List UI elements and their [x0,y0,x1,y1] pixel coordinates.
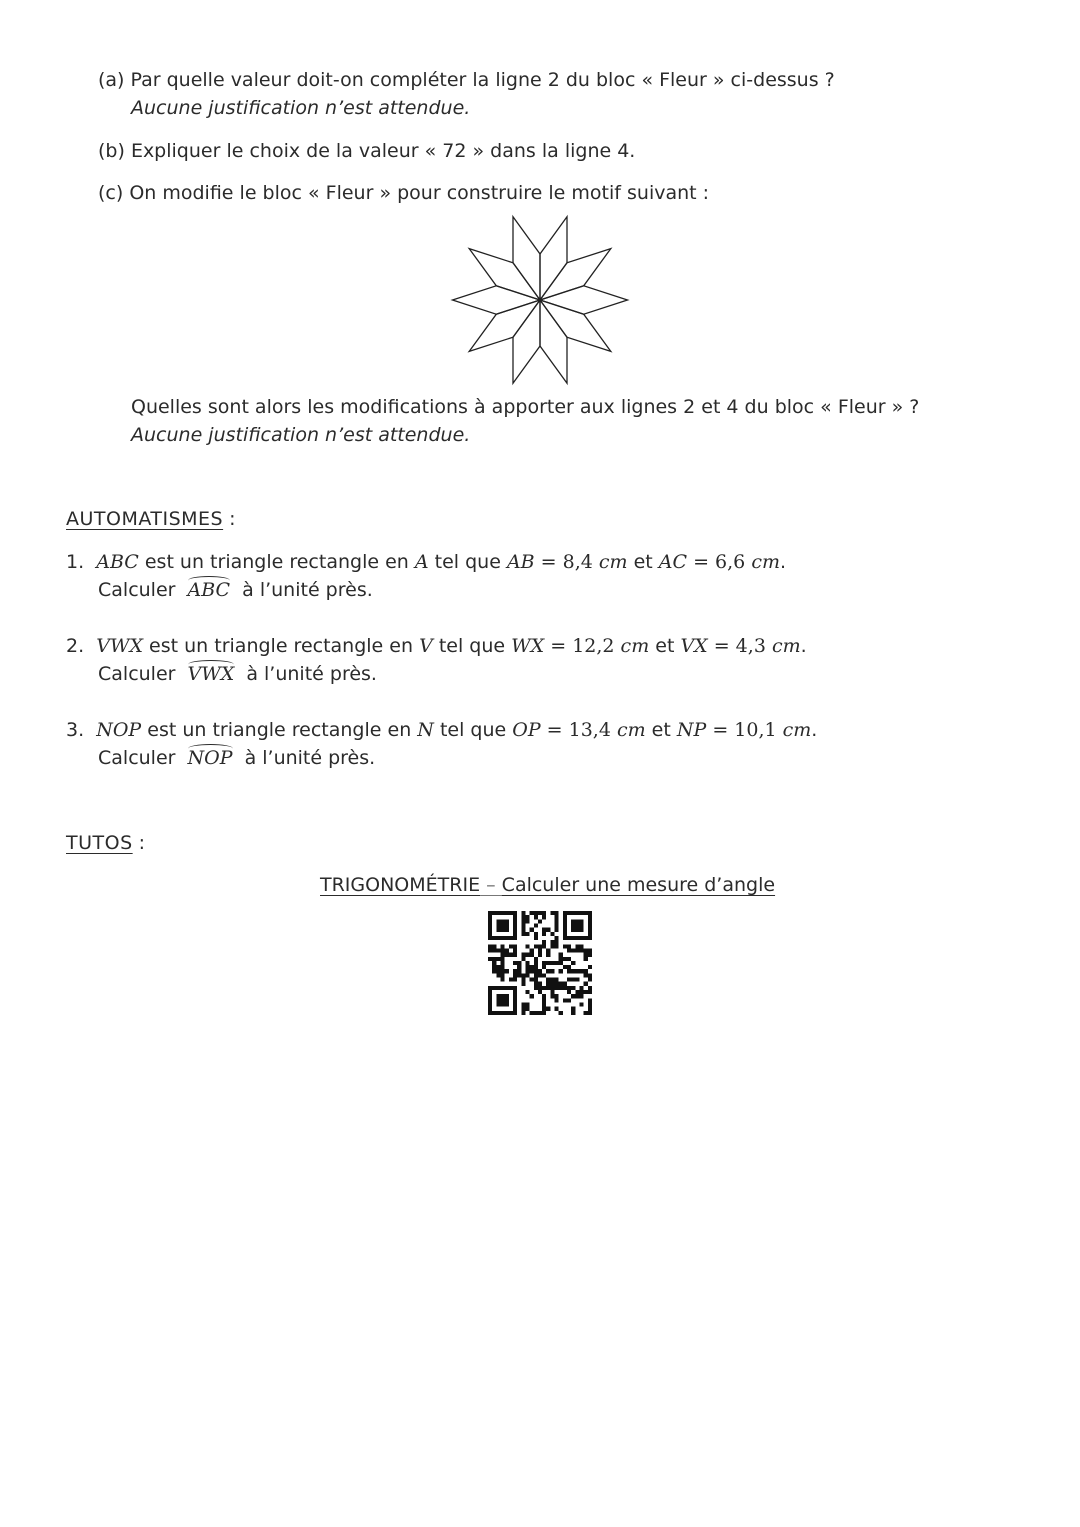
right-angle-vertex: A [414,551,429,573]
question-a-note: Aucune justification n’est attendue. [131,97,471,119]
unit: cm [616,719,646,741]
right-angle-vertex: V [419,635,433,657]
tutos-title: TUTOS [66,832,133,854]
flower-figure [450,210,630,390]
triangle-name: NOP [96,719,142,741]
flower-petal [540,300,611,351]
side-2: AC [658,551,688,573]
side-1-value: = 12,2 [544,635,621,657]
qr-code[interactable] [488,911,592,1015]
side-2: VX [680,635,708,657]
exercise-number: 3. [66,719,85,741]
flower-center [538,298,543,303]
tutos-colon: : [132,832,146,854]
exercise-text: tel que [433,719,513,741]
period: . [800,635,807,657]
period: . [811,719,818,741]
exercise-number: 2. [66,635,85,657]
question-c-text: On modifie le bloc « Fleur » pour construire le motif suivant : [129,182,710,204]
tutorial-link-title[interactable]: Calculer une mesure d’angle [501,874,776,896]
unit: cm [771,635,801,657]
question-c-prompt: Quelles sont alors les modifications à apporter aux lignes 2 et 4 du bloc « Fleur » ? [131,396,920,418]
question-b-label: (b) [98,140,125,162]
tutos-heading [66,832,145,854]
exercise-text: est un triangle rectangle en [141,719,418,741]
flower-petal [469,300,540,351]
question-c [98,182,709,204]
exercise-text: est un triangle rectangle en [138,551,415,573]
exercise-number: 1. [66,551,85,573]
task-verb: Calculer [98,579,176,601]
task-precision: à l’unité près. [242,579,373,601]
flower-petal [540,217,567,300]
tutorial-link-topic[interactable]: TRIGONOMÉTRIE [320,874,481,896]
question-b-text: Expliquer le choix de la valeur « 72 » dans la ligne 4. [130,140,636,162]
exercise-3-task [98,747,375,769]
task-verb: Calculer [98,747,176,769]
side-1-value: = 13,4 [540,719,617,741]
flower-petal [469,249,540,300]
side-2-value: = 10,1 [706,719,783,741]
exercise-1-task [98,579,373,601]
flower-petal [453,286,541,314]
unit: cm [782,719,812,741]
question-c-note: Aucune justification n’est attendue. [131,424,471,446]
question-a [98,69,835,91]
flower-petal [540,249,611,300]
unit: cm [620,635,650,657]
side-2-value: = 4,3 [707,635,772,657]
task-precision: à l’unité près. [246,663,377,685]
exercise-2-task [98,663,377,685]
flower-petal [540,286,628,314]
side-2-value: = 6,6 [687,551,752,573]
angle-notation: NOP [187,747,233,769]
exercise-text: et [645,719,677,741]
question-a-text: Par quelle valeur doit-on compléter la ligne 2 du bloc « Fleur » ci-dessus ? [130,69,835,91]
exercise-text: et [627,551,659,573]
task-verb: Calculer [98,663,176,685]
triangle-name: VWX [96,635,144,657]
automatismes-colon: : [223,508,236,530]
triangle-name: ABC [96,551,139,573]
exercise-text: et [649,635,681,657]
angle-notation: ABC [187,579,231,601]
flower-petal [540,300,567,383]
exercise-text: est un triangle rectangle en [143,635,420,657]
exercise-text: tel que [428,551,507,573]
side-1: WX [511,635,545,657]
automatismes-title: AUTOMATISMES [66,508,224,530]
automatismes-heading [66,508,236,530]
right-angle-vertex: N [417,719,434,741]
task-precision: à l’unité près. [244,747,376,769]
unit: cm [751,551,780,573]
question-c-label: (c) [98,182,124,204]
side-1-value: = 8,4 [534,551,599,573]
exercise-3 [66,719,817,741]
exercise-1 [66,551,786,573]
side-1: AB [506,551,535,573]
exercise-2 [66,635,807,657]
flower-petal [513,300,540,383]
unit: cm [598,551,628,573]
tutorial-link-separator: – [480,874,502,896]
side-1: OP [512,719,541,741]
angle-notation: VWX [187,663,235,685]
question-b [98,140,635,162]
side-2: NP [676,719,707,741]
flower-petal [513,217,540,300]
tutorial-link[interactable] [320,874,775,896]
exercise-text: tel que [432,635,512,657]
question-a-label: (a) [98,69,125,91]
period: . [779,551,787,573]
